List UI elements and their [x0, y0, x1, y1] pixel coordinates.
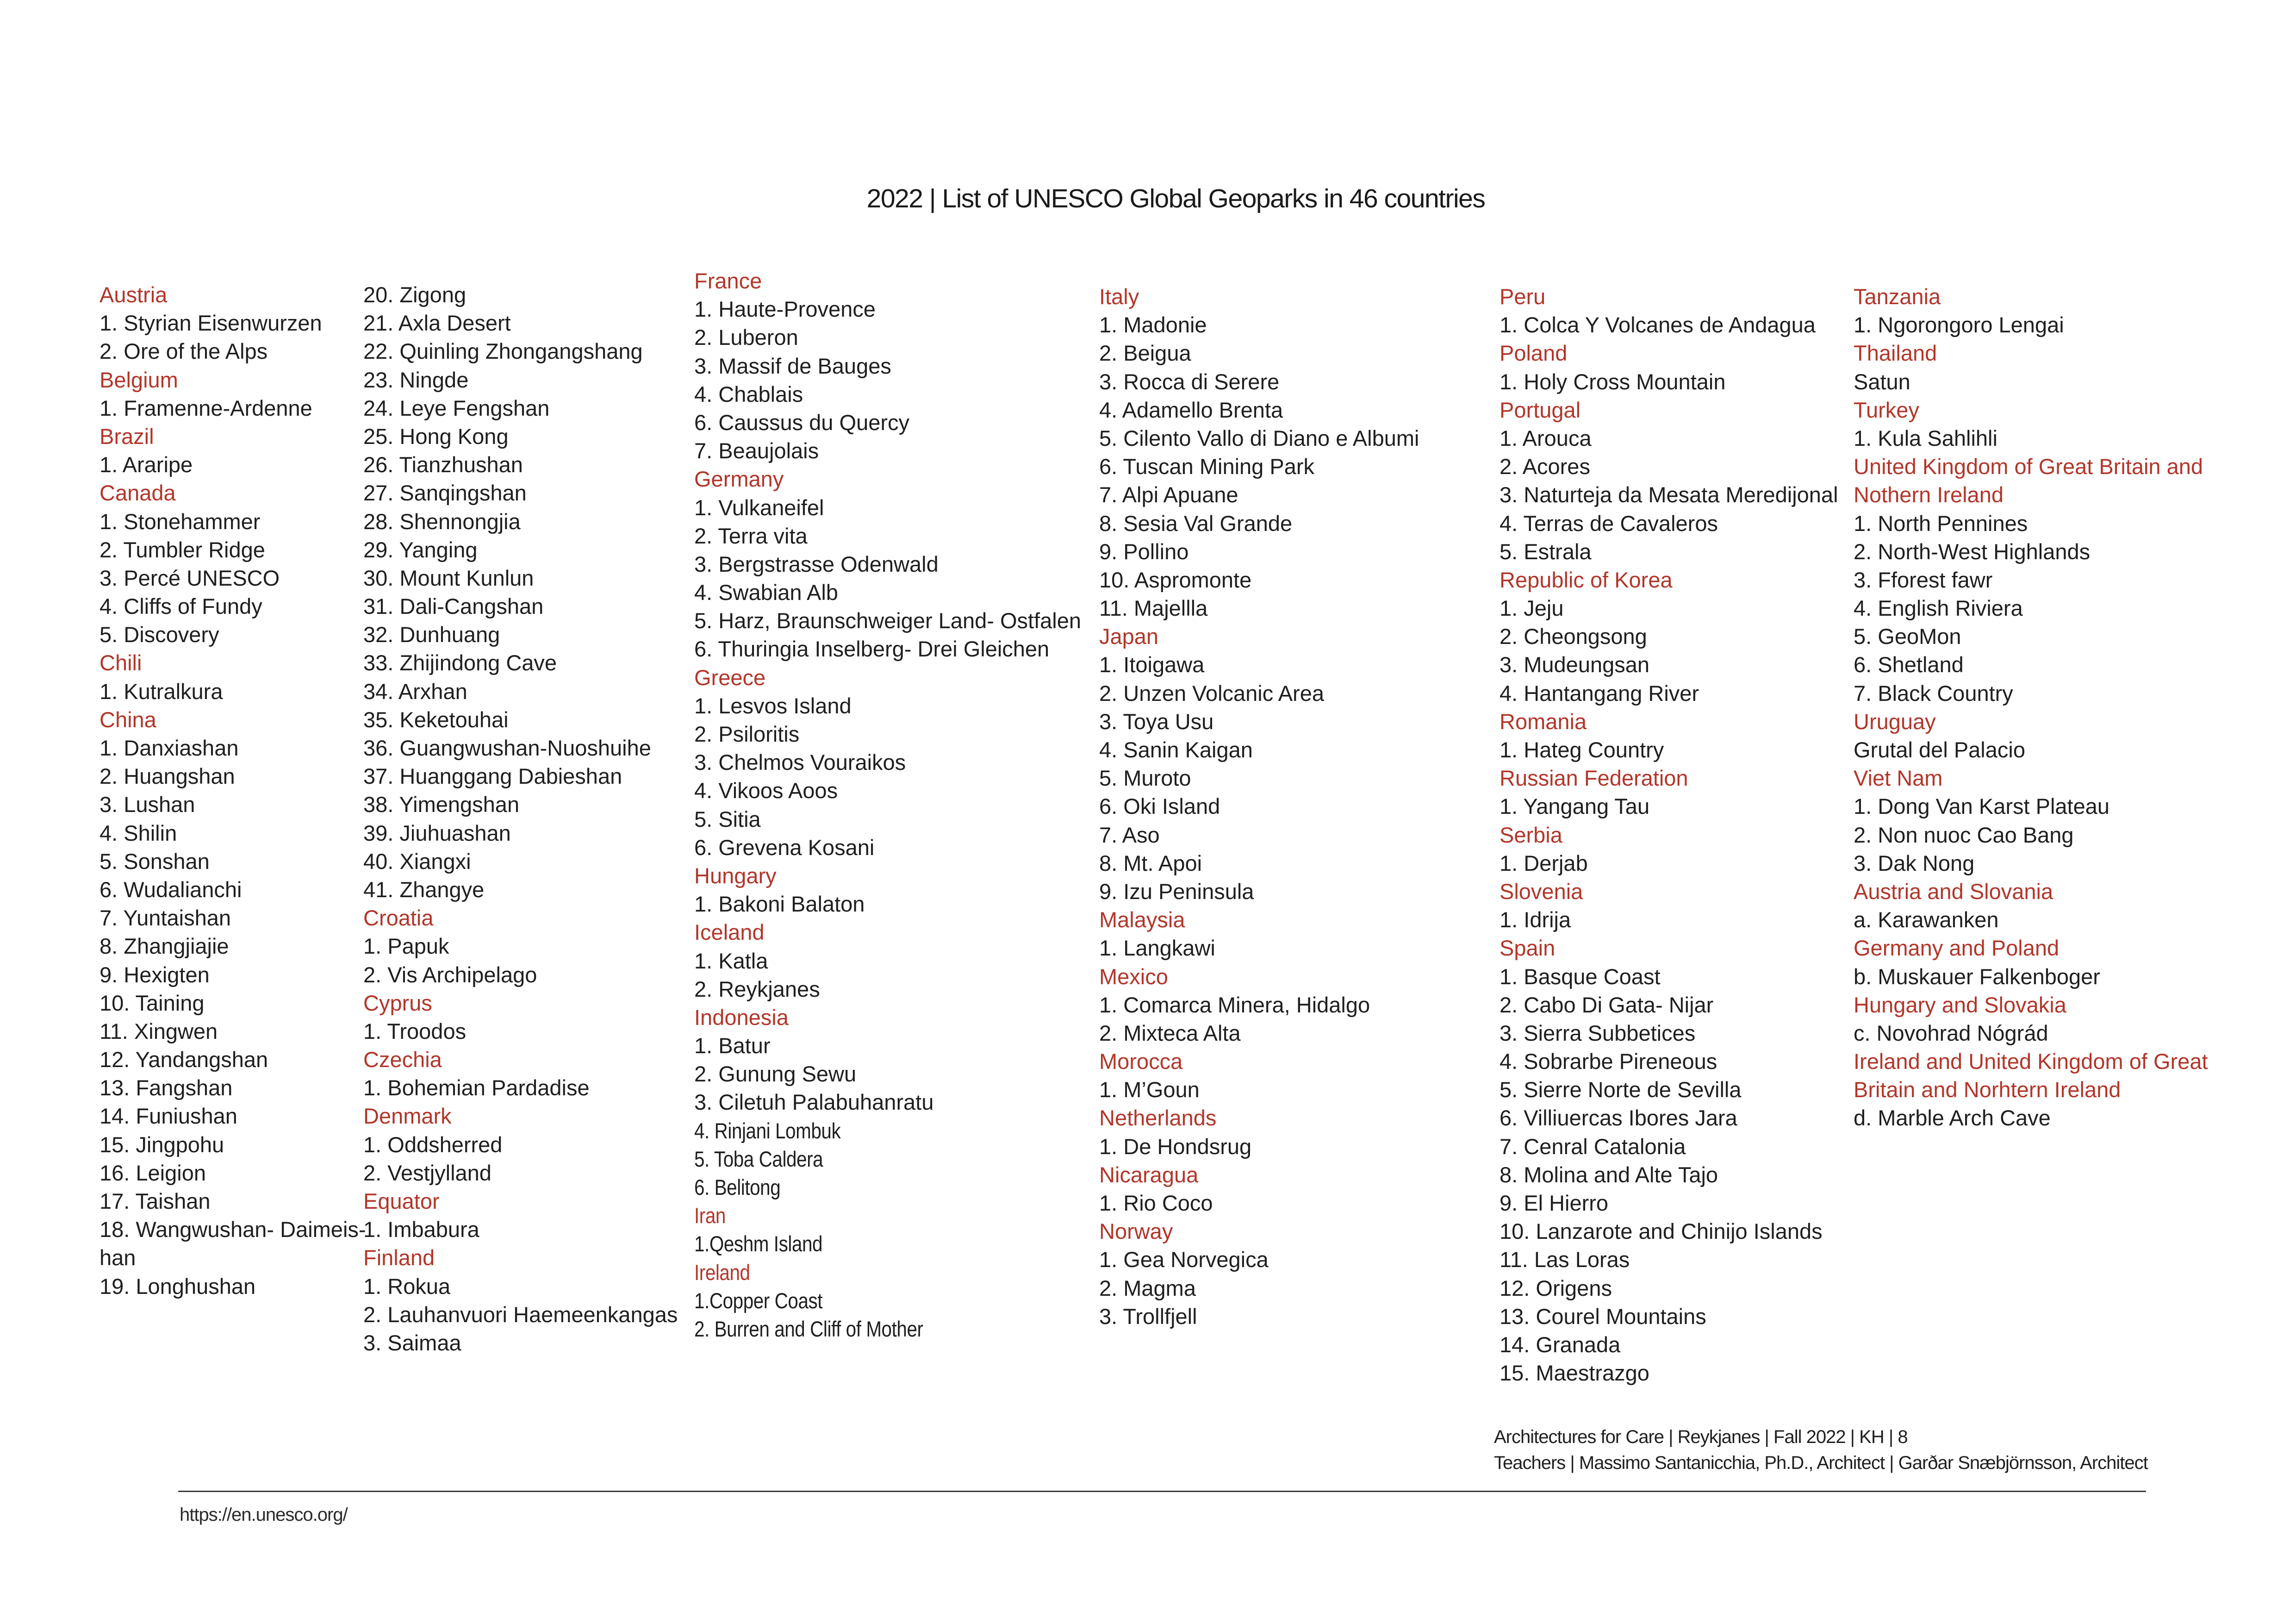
- geopark-item: 3. Saimaa: [363, 1330, 461, 1355]
- geopark-item: 1. Gea Norvegica: [1099, 1247, 1269, 1272]
- geopark-item: 2. Acores: [1500, 454, 1590, 479]
- geopark-item: 15. Maestrazgo: [1500, 1361, 1649, 1386]
- country-heading: Russian Federation: [1500, 766, 1688, 791]
- geopark-item: 7. Black Country: [1854, 681, 2013, 706]
- geopark-item: 1. Madonie: [1099, 312, 1207, 337]
- geopark-item: b. Muskauer Falkenboger: [1854, 964, 2100, 989]
- geopark-item: 37. Huanggang Dabieshan: [363, 764, 622, 789]
- geopark-item: 12. Yandangshan: [100, 1047, 268, 1072]
- geopark-item: 21. Axla Desert: [363, 311, 511, 336]
- geopark-item: Satun: [1854, 369, 1910, 394]
- geopark-item: 6. Thuringia Inselberg- Drei Gleichen: [694, 637, 1050, 662]
- geopark-item: 3. Massif de Bauges: [694, 353, 891, 378]
- geopark-item: 3. Sierra Subbetices: [1500, 1020, 1696, 1045]
- geopark-item: 1. Haute-Provence: [694, 297, 876, 322]
- geopark-item: 9. Pollino: [1099, 539, 1189, 564]
- geopark-item: 4. Sanin Kaigan: [1099, 737, 1253, 762]
- country-heading: Portugal: [1500, 397, 1581, 422]
- country-heading: France: [694, 269, 762, 293]
- geopark-item: 7. Alpi Apuane: [1099, 482, 1238, 507]
- geopark-item: 4. Rinjani Lombuk: [694, 1118, 841, 1143]
- geopark-item: 2. Lauhanvuori Haemeenkangas: [363, 1302, 678, 1327]
- geopark-item: 1.Qeshm Island: [694, 1231, 823, 1256]
- geopark-item: 2. Magma: [1099, 1275, 1196, 1300]
- geopark-item: 20. Zigong: [363, 282, 467, 307]
- geopark-column: [1099, 282, 1419, 1330]
- geopark-item: 3. Ciletuh Palabuhanratu: [694, 1090, 934, 1115]
- geopark-item: 6. Caussus du Quercy: [694, 410, 909, 435]
- geopark-item: 2. Terra vita: [694, 523, 808, 548]
- geopark-item: 2. Cheongsong: [1500, 624, 1647, 649]
- geopark-item: 1. Framenne-Ardenne: [100, 395, 312, 420]
- geopark-item: 1. Comarca Minera, Hidalgo: [1099, 992, 1370, 1017]
- geopark-item: 4. Vikoos Aoos: [694, 778, 838, 803]
- geopark-item: 31. Dali-Cangshan: [363, 594, 544, 619]
- geopark-item: 10. Aspromonte: [1099, 567, 1252, 592]
- geopark-item: 1. Itoigawa: [1099, 652, 1205, 677]
- geopark-item: 1. Bohemian Pardadise: [363, 1075, 590, 1100]
- country-heading: Norway: [1099, 1219, 1173, 1244]
- country-heading: Germany: [694, 467, 784, 492]
- geopark-item: 19. Longhushan: [100, 1274, 256, 1299]
- geopark-item: 5. Sierre Norte de Sevilla: [1500, 1077, 1742, 1102]
- country-heading: Cyprus: [363, 990, 432, 1015]
- geopark-item: 1. Kutralkura: [100, 679, 223, 704]
- geopark-item: 6. Wudalianchi: [100, 877, 242, 902]
- geopark-item: 2. Psiloritis: [694, 722, 800, 746]
- geopark-item: 7. Yuntaishan: [100, 906, 231, 931]
- geopark-item: 1. Arouca: [1500, 425, 1592, 450]
- geopark-item: 4. Hantangang River: [1500, 681, 1699, 706]
- country-heading: Denmark: [363, 1104, 452, 1129]
- country-heading: Morocca: [1099, 1049, 1183, 1074]
- geopark-item: 1. Danxiashan: [100, 736, 239, 760]
- geopark-item: 17. Taishan: [100, 1189, 211, 1213]
- geopark-item: 2. Burren and Cliff of Mother: [694, 1316, 923, 1341]
- geopark-item: 5. Harz, Braunschweiger Land- Ostfalen: [694, 608, 1081, 633]
- geopark-item: 1. Oddsherred: [363, 1132, 503, 1157]
- geopark-item: 40. Xiangxi: [363, 849, 471, 874]
- country-heading: Iran: [694, 1203, 726, 1228]
- geopark-item: 3. Toya Usu: [1099, 709, 1214, 734]
- geopark-item: 33. Zhijindong Cave: [363, 650, 557, 675]
- geopark-item: 1.Copper Coast: [694, 1288, 823, 1313]
- geopark-item: 1. Holy Cross Mountain: [1500, 369, 1726, 394]
- geopark-item: 32. Dunhuang: [363, 622, 500, 647]
- geopark-item: 26. Tianzhushan: [363, 452, 523, 477]
- country-heading: United Kingdom of Great Britain and: [1854, 454, 2203, 479]
- geopark-item: 2. Vestjylland: [363, 1160, 492, 1185]
- country-heading: China: [100, 707, 156, 732]
- footer-divider-line: [178, 1491, 2146, 1492]
- geopark-item: 1. Rokua: [363, 1274, 451, 1299]
- geopark-item: 22. Quinling Zhongangshang: [363, 339, 643, 364]
- geopark-item: 2. Unzen Volcanic Area: [1099, 681, 1324, 706]
- geopark-item: 28. Shennongjia: [363, 509, 521, 534]
- country-heading: Indonesia: [694, 1005, 789, 1030]
- country-heading: Poland: [1500, 341, 1568, 366]
- country-heading: Nicaragua: [1099, 1162, 1199, 1187]
- geopark-item: 5. Sonshan: [100, 849, 210, 874]
- geopark-item: 6. Tuscan Mining Park: [1099, 454, 1314, 479]
- country-heading: Czechia: [363, 1047, 442, 1072]
- country-heading: Chili: [100, 650, 142, 675]
- geopark-item: 1. Batur: [694, 1033, 771, 1058]
- country-heading: Italy: [1099, 284, 1139, 309]
- geopark-item: 8. Mt. Apoi: [1099, 850, 1202, 875]
- geopark-item: 9. Izu Peninsula: [1099, 879, 1254, 904]
- geopark-item: 7. Beaujolais: [694, 438, 819, 463]
- country-heading: Brazil: [100, 424, 154, 449]
- geopark-item: 1. Papuk: [363, 934, 449, 959]
- geopark-item: 5. Cilento Vallo di Diano e Albumi: [1099, 425, 1419, 450]
- geopark-column: [1500, 282, 1838, 1387]
- geopark-item: 11. Las Loras: [1500, 1247, 1630, 1272]
- geopark-item: 2. North-West Highlands: [1854, 539, 2091, 564]
- geopark-item: 4. Sobrarbe Pireneous: [1500, 1049, 1717, 1074]
- country-heading: Slovenia: [1500, 879, 1583, 904]
- footer-teachers: Teachers | Massimo Santanicchia, Ph.D., Architect | Garðar Snæbjörnsson, Architect: [1494, 1453, 2148, 1473]
- geopark-item: 2. Vis Archipelago: [363, 962, 537, 987]
- country-heading: Spain: [1500, 936, 1556, 961]
- geopark-item: 13. Courel Mountains: [1500, 1304, 1706, 1329]
- country-heading: Tanzania: [1854, 284, 1941, 309]
- geopark-item: 8. Molina and Alte Tajo: [1500, 1162, 1718, 1187]
- geopark-item: 6. Belitong: [694, 1175, 781, 1199]
- country-heading: Greece: [694, 665, 766, 690]
- country-heading: Thailand: [1854, 341, 1937, 366]
- country-heading: Britain and Norhtern Ireland: [1854, 1077, 2121, 1102]
- country-heading: Japan: [1099, 624, 1159, 649]
- geopark-column: [1854, 282, 2208, 1132]
- geopark-item: 6. Oki Island: [1099, 794, 1220, 819]
- geopark-item: han: [100, 1245, 136, 1270]
- country-heading: Malaysia: [1099, 907, 1185, 932]
- geopark-item: 1. Imbabura: [363, 1217, 479, 1242]
- geopark-item: 15. Jingpohu: [100, 1132, 224, 1157]
- geopark-item: 1. Idrija: [1500, 907, 1571, 932]
- geopark-item: 9. El Hierro: [1500, 1191, 1609, 1215]
- geopark-item: 2. Gunung Sewu: [694, 1062, 857, 1087]
- footer-course-info: Architectures for Care | Reykjanes | Fall 2022 | KH | 8: [1494, 1427, 1908, 1447]
- geopark-item: 2. Mixteca Alta: [1099, 1020, 1241, 1045]
- country-heading: Ireland: [694, 1260, 750, 1285]
- geopark-item: 13. Fangshan: [100, 1075, 233, 1100]
- geopark-item: 38. Yimengshan: [363, 792, 520, 817]
- geopark-item: 3. Rocca di Serere: [1099, 369, 1280, 394]
- geopark-item: 4. Chablais: [694, 381, 803, 406]
- country-heading: Ireland and United Kingdom of Great: [1854, 1049, 2208, 1074]
- geopark-item: 1. Araripe: [100, 452, 193, 477]
- country-heading: Hungary: [694, 863, 777, 888]
- geopark-item: a. Karawanken: [1854, 907, 1999, 932]
- geopark-item: 1. Stonehammer: [100, 509, 261, 534]
- geopark-item: 36. Guangwushan-Nuoshuihe: [363, 736, 651, 760]
- geopark-item: 1. M’Goun: [1099, 1077, 1200, 1102]
- geopark-item: 1. Langkawi: [1099, 936, 1215, 961]
- geopark-column: [100, 281, 366, 1300]
- geopark-item: 7. Cenral Catalonia: [1500, 1134, 1686, 1159]
- country-heading: Hungary and Slovakia: [1854, 992, 2066, 1017]
- geopark-item: 1. Yangang Tau: [1500, 794, 1650, 819]
- geopark-item: 1. Colca Y Volcanes de Andagua: [1500, 312, 1816, 337]
- geopark-item: 12. Origens: [1500, 1275, 1612, 1300]
- geopark-item: 1. Ngorongoro Lengai: [1854, 312, 2064, 337]
- geopark-item: 5. Toba Caldera: [694, 1146, 823, 1171]
- geopark-item: 29. Yanging: [363, 537, 478, 562]
- geopark-item: c. Novohrad Nógrád: [1854, 1020, 2048, 1045]
- geopark-item: 2. Non nuoc Cao Bang: [1854, 822, 2074, 847]
- country-heading: Finland: [363, 1245, 435, 1270]
- country-heading: Peru: [1500, 284, 1546, 309]
- country-heading: Nothern Ireland: [1854, 482, 2004, 507]
- geopark-item: 3. Chelmos Vouraikos: [694, 750, 906, 775]
- geopark-item: 4. English Riviera: [1854, 596, 2023, 621]
- geopark-item: 35. Keketouhai: [363, 707, 509, 732]
- source-url: https://en.unesco.org/: [180, 1505, 348, 1525]
- geopark-item: 1. Troodos: [363, 1018, 467, 1043]
- geopark-item: 6. Shetland: [1854, 652, 1964, 677]
- geopark-item: 4. Terras de Cavaleros: [1500, 511, 1718, 536]
- geopark-item: 30. Mount Kunlun: [363, 565, 534, 590]
- geopark-item: 25. Hong Kong: [363, 424, 509, 449]
- geopark-item: d. Marble Arch Cave: [1854, 1106, 2051, 1131]
- geopark-item: 5. GeoMon: [1854, 624, 1961, 649]
- geopark-item: 3. Mudeungsan: [1500, 652, 1650, 677]
- geopark-item: 3. Dak Nong: [1854, 850, 1975, 875]
- geopark-item: 1. Lesvos Island: [694, 693, 852, 718]
- country-heading: Germany and Poland: [1854, 936, 2060, 961]
- geopark-item: 3. Percé UNESCO: [100, 565, 280, 590]
- geopark-item: 6. Grevena Kosani: [694, 835, 875, 860]
- geopark-item: 1. Derjab: [1500, 850, 1588, 875]
- country-heading: Austria: [100, 282, 168, 307]
- geopark-item: 14. Granada: [1500, 1332, 1621, 1357]
- geopark-item: 3. Fforest fawr: [1854, 567, 1993, 592]
- geopark-item: 1. Jeju: [1500, 596, 1564, 621]
- geopark-item: 3. Bergstrasse Odenwald: [694, 551, 939, 576]
- geopark-item: 5. Sitia: [694, 806, 761, 831]
- geopark-item: 1. De Hondsrug: [1099, 1134, 1252, 1159]
- geopark-column: [694, 267, 1081, 1343]
- geopark-item: 1. Hateg Country: [1500, 737, 1664, 762]
- geopark-item: 8. Zhangjiajie: [100, 934, 229, 959]
- geopark-item: 5. Estrala: [1500, 539, 1592, 564]
- geopark-item: 11. Xingwen: [100, 1018, 218, 1043]
- geopark-item: 4. Adamello Brenta: [1099, 397, 1283, 422]
- geopark-item: 34. Arxhan: [363, 679, 467, 704]
- geopark-item: 10. Lanzarote and Chinijo Islands: [1500, 1219, 1823, 1244]
- geopark-item: 4. Shilin: [100, 820, 177, 845]
- geopark-item: 23. Ningde: [363, 367, 469, 392]
- geopark-item: 24. Leye Fengshan: [363, 395, 550, 420]
- geopark-item: 10. Taining: [100, 990, 205, 1015]
- country-heading: Viet Nam: [1854, 766, 1943, 791]
- country-heading: Romania: [1500, 709, 1587, 734]
- geopark-item: 2. Luberon: [694, 325, 798, 350]
- geopark-item: 7. Aso: [1099, 822, 1160, 847]
- geopark-column: [363, 281, 678, 1357]
- country-heading: Uruguay: [1854, 709, 1936, 734]
- footer: [1494, 1424, 2148, 1476]
- geopark-item: 9. Hexigten: [100, 962, 210, 987]
- geopark-item: 2. Huangshan: [100, 764, 235, 789]
- geopark-item: 14. Funiushan: [100, 1104, 237, 1129]
- country-heading: Equator: [363, 1189, 440, 1213]
- geopark-item: 8. Sesia Val Grande: [1099, 511, 1293, 536]
- country-heading: Serbia: [1500, 822, 1562, 847]
- country-heading: Austria and Slovania: [1854, 879, 2053, 904]
- geopark-item: 1. North Pennines: [1854, 511, 2028, 536]
- country-heading: Mexico: [1099, 964, 1168, 989]
- geopark-item: 3. Naturteja da Mesata Meredijonal: [1500, 482, 1838, 507]
- geopark-item: 1. Vulkaneifel: [694, 495, 824, 520]
- country-heading: Republic of Korea: [1500, 567, 1673, 592]
- geopark-item: 1. Katla: [694, 948, 768, 973]
- geopark-item: 1. Bakoni Balaton: [694, 892, 865, 917]
- geopark-item: 1. Rio Coco: [1099, 1191, 1213, 1215]
- geopark-item: 2. Ore of the Alps: [100, 339, 268, 364]
- country-heading: Canada: [100, 481, 176, 506]
- geopark-item: 5. Muroto: [1099, 766, 1191, 791]
- geopark-item: 4. Cliffs of Fundy: [100, 594, 262, 619]
- geopark-item: 41. Zhangye: [363, 877, 485, 902]
- country-heading: Croatia: [363, 906, 434, 931]
- geopark-item: 1. Dong Van Karst Plateau: [1854, 794, 2110, 819]
- geopark-item: 1. Styrian Eisenwurzen: [100, 311, 322, 336]
- country-heading: Netherlands: [1099, 1106, 1217, 1131]
- page-title: 2022 | List of UNESCO Global Geoparks in 46 countries: [866, 184, 1485, 213]
- geopark-item: 11. Majellla: [1099, 596, 1208, 621]
- country-heading: Belgium: [100, 367, 178, 392]
- geopark-item: 1. Basque Coast: [1500, 964, 1661, 989]
- geopark-item: Grutal del Palacio: [1854, 737, 2025, 762]
- geopark-item: 2. Beigua: [1099, 341, 1191, 366]
- country-heading: Turkey: [1854, 397, 1919, 422]
- geopark-item: 18. Wangwushan- Daimeis-: [100, 1217, 366, 1242]
- geopark-item: 4. Swabian Alb: [694, 580, 838, 605]
- geopark-item: 5. Discovery: [100, 622, 219, 647]
- geopark-item: 2. Tumbler Ridge: [100, 537, 265, 562]
- geopark-item: 3. Lushan: [100, 792, 195, 817]
- geopark-item: 6. Villiuercas Ibores Jara: [1500, 1106, 1737, 1131]
- geopark-item: 39. Jiuhuashan: [363, 820, 511, 845]
- geopark-item: 2. Reykjanes: [694, 976, 820, 1001]
- geopark-item: 27. Sanqingshan: [363, 481, 527, 506]
- geopark-item: 2. Cabo Di Gata- Nijar: [1500, 992, 1714, 1017]
- geopark-item: 16. Leigion: [100, 1160, 206, 1185]
- geopark-item: 3. Trollfjell: [1099, 1304, 1197, 1329]
- country-heading: Iceland: [694, 920, 765, 945]
- geopark-item: 1. Kula Sahlihli: [1854, 425, 1997, 450]
